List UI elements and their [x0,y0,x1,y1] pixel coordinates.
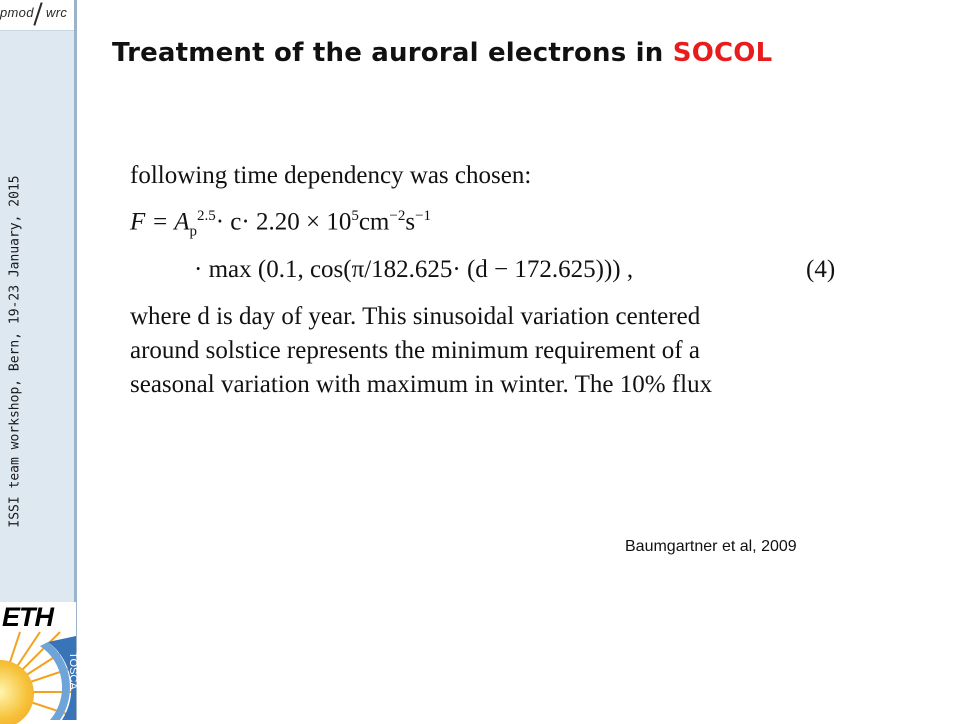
tosca-sun-logo [0,632,79,720]
excerpt-line-1: following time dependency was chosen: [130,162,532,189]
excerpt-equation-1 [130,208,431,240]
workshop-caption [4,126,26,576]
eth-logo [0,602,76,632]
eq-exp: 2.5 [196,208,216,224]
eq-exp3: −2 [389,208,406,224]
excerpt-line-4: around solstice represents the minimum requirement of a [130,337,700,364]
workshop-caption-text: ISSI team workshop, Bern, 19-23 January, 2015 [7,174,23,528]
excerpt-line-3: where d is day of year. This sinusoidal variation centered [130,303,701,330]
eq-unit1: cm [358,208,390,236]
eth-logo-text: ETH [2,602,53,632]
slide-title [112,38,772,68]
pmod-wrc-logo [0,0,74,31]
eq-exp4: −1 [415,208,432,224]
eq-unit2: s [405,208,416,236]
tosca-logo-text: TOSCA [67,652,79,690]
equation-number: (4) [806,256,836,283]
eq-mid: · c· 2.20 × 10 [215,208,352,236]
excerpt-equation-2: · max (0.1, cos(π/182.625· (d − 172.625))) , [194,256,634,283]
eq-exp2: 5 [351,208,359,224]
logo-slash [33,2,42,25]
sidebar [0,0,78,720]
eq-lhs: F = A [130,208,190,236]
title-accent: SOCOL [672,38,773,68]
excerpt-line-5: seasonal variation with maximum in winter. The 10% flux [130,371,713,398]
title-prefix: Treatment of the auroral electrons in [112,38,673,68]
citation: Baumgartner et al, 2009 [625,538,797,555]
tosca-logo [0,632,79,720]
logo-wrc-text: wrc [46,5,68,20]
eq-sub: p [189,223,197,240]
paper-excerpt [130,160,850,410]
logo-pmod-text: pmod [0,5,34,20]
